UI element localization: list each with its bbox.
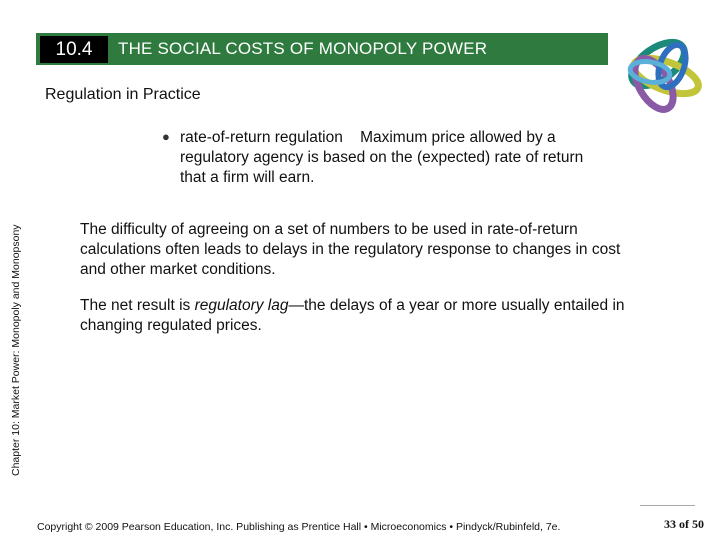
page-number: 33 of 50: [664, 517, 704, 531]
paragraph-text-end: —the delays of a year or more usually entailed in changing regulated prices.: [80, 297, 625, 334]
section-number: 10.4: [40, 36, 108, 63]
paragraph-text-start: The net result is: [80, 297, 195, 314]
paragraph-regulatory-lag: [80, 296, 640, 336]
definition-bullet: [180, 128, 590, 188]
chapter-label: Chapter 10: Market Power: Monopoly and Monopsony: [10, 224, 22, 476]
slide-title: THE SOCIAL COSTS OF MONOPOLY POWER: [118, 39, 488, 58]
regulatory-lag-term: regulatory lag: [194, 297, 289, 314]
bullet-marker: ●: [162, 129, 170, 144]
paragraph-rate-of-return: The difficulty of agreeing on a set of numbers to be used in rate-of-return calculations often leads to delays in the regulatory response to changes in cost and other market conditions.: [80, 221, 621, 278]
subtitle: Regulation in Practice: [45, 86, 201, 103]
copyright-footer: Copyright © 2009 Pearson Education, Inc. Publishing as Prentice Hall • Microeconomics • Pindyck/Rubinfeld, 7e.: [37, 521, 561, 533]
definition-term: rate-of-return regulation: [180, 129, 343, 146]
definition-text: Maximum price allowed by a regulatory agency is based on the (expected) rate of return that a firm will earn.: [180, 129, 584, 186]
footer-divider: [640, 505, 695, 506]
interlocking-rings-icon: [606, 26, 716, 126]
